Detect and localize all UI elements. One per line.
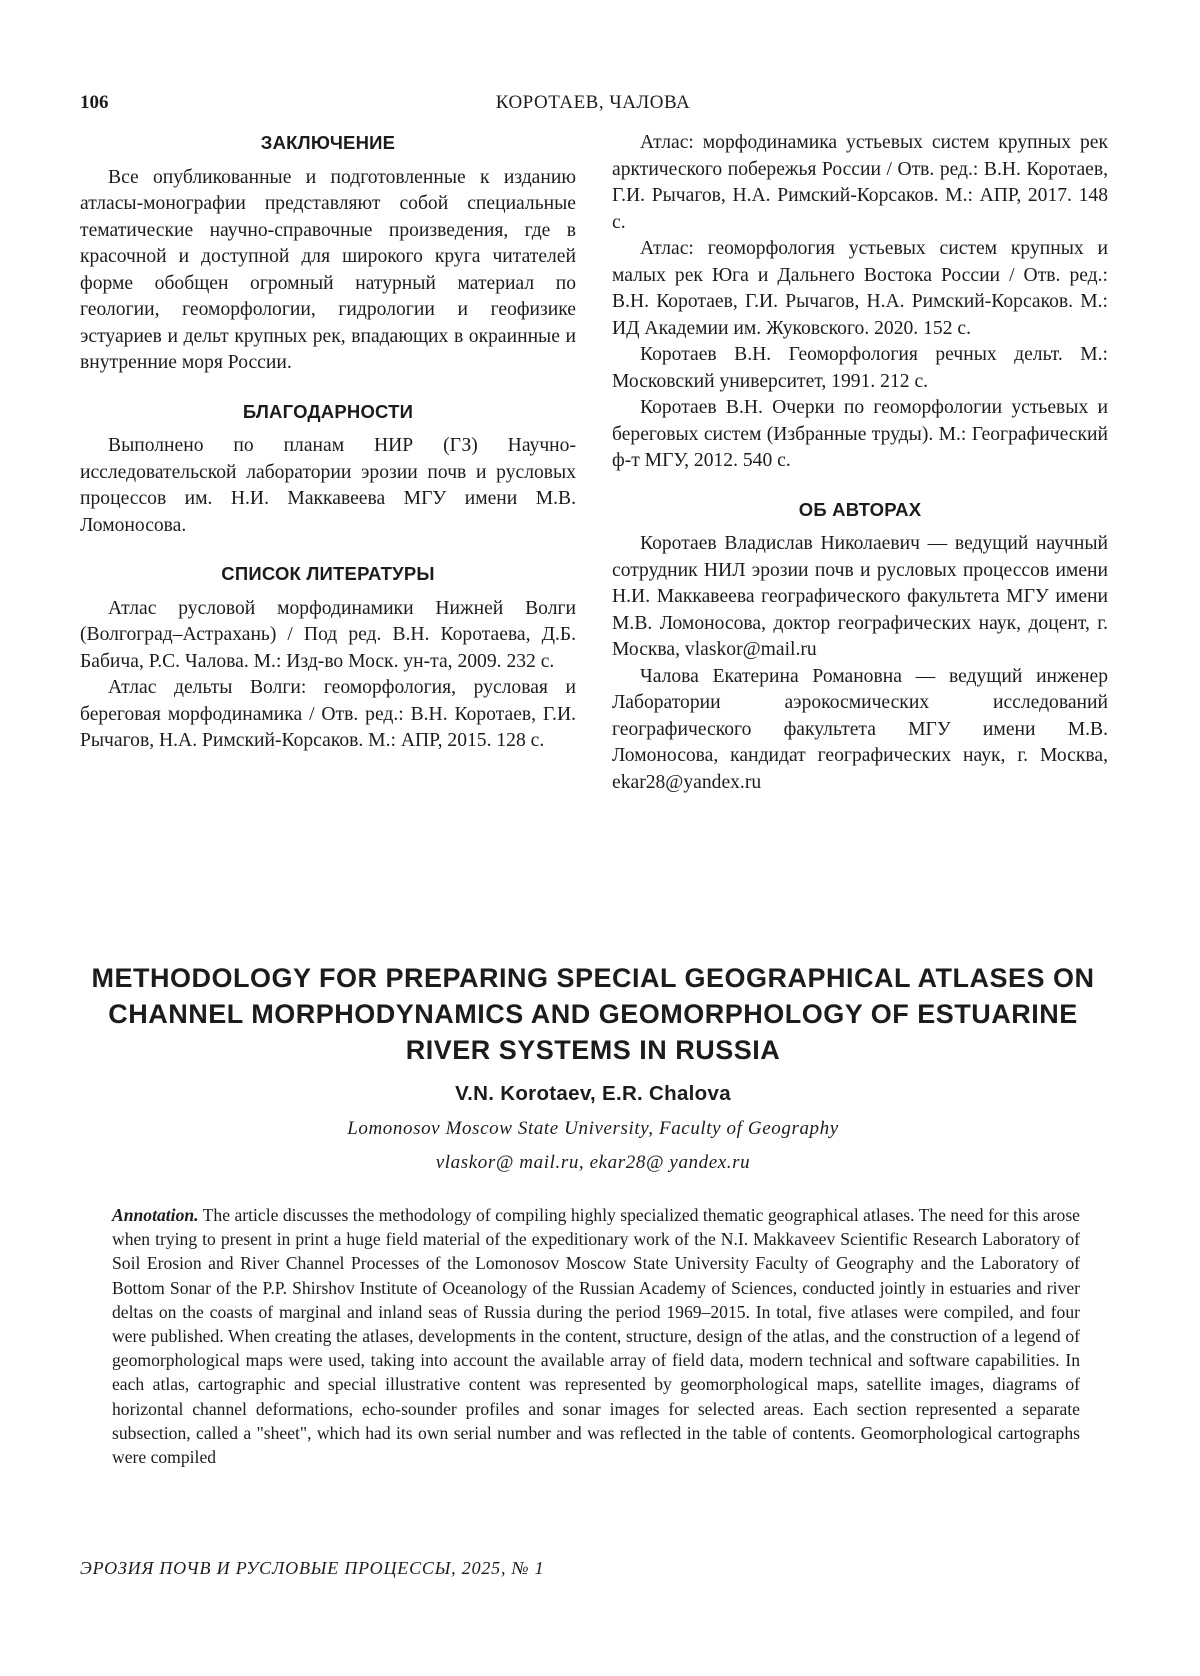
english-authors: V.N. Korotaev, E.R. Chalova xyxy=(455,1082,731,1105)
english-title: METHODOLOGY FOR PREPARING SPECIAL GEOGRAPHICAL ATLASES ON CHANNEL MORPHODYNAMICS AND GEOMORPHOLOGY OF ESTUARINE RIVER SYSTEMS IN RUSSIA xyxy=(91,963,1095,1065)
reference-item: Атлас: геоморфология устьевых систем крупных и малых рек Юга и Дальнего Востока России / Отв. ред.: В.Н. Коротаев, Г.И. Рычагов, Н.А. Римский-Корсаков. М.: ИД Академии им. Жуковского. 2020. 152 с. xyxy=(612,238,1108,339)
right-column xyxy=(612,130,1108,818)
reference-item: Коротаев В.Н. Очерки по геоморфологии устьевых и береговых систем (Избранные труды). М.: Географический ф-т МГУ, 2012. 540 с. xyxy=(612,397,1108,471)
author-info: Чалова Екатерина Романовна — ведущий инженер Лаборатории аэрокосмических исследований географического факультета МГУ имени М.В. Ломоносова, кандидат географических наук, г. Москва, ekar28@yandex.ru xyxy=(612,665,1108,793)
acknowledgments-section xyxy=(80,399,576,540)
english-affiliation: Lomonosov Moscow State University, Faculty of Geography xyxy=(347,1118,839,1139)
about-authors-heading: ОБ АВТОРАХ xyxy=(798,498,922,520)
running-head: КОРОТАЕВ, ЧАЛОВА xyxy=(495,92,691,113)
references-continued xyxy=(612,130,1108,475)
acknowledgments-heading: БЛАГОДАРНОСТИ xyxy=(242,400,414,422)
reference-item: Атлас: морфодинамика устьевых систем крупных рек арктического побережья России / Отв. ред.: В.Н. Коротаев, Г.И. Рычагов, Н.А. Римский-Корсаков. М.: АПР, 2017. 148 с. xyxy=(612,132,1108,233)
left-column xyxy=(80,130,576,777)
references-heading: СПИСОК ЛИТЕРАТУРЫ xyxy=(221,563,435,584)
annotation-text: The article discusses the methodology of compiling highly specialized thematic geographical atlases. The need for this arose when trying to present in print a huge field material of the expeditionary work of the N.I. Makkaveev Scientific Research Laboratory of Soil Erosion and River Channel Processes of the Lomonosov Moscow State University Faculty of Geography and the Laboratory of Bottom Sonar of the P.P. Shirshov Institute of Oceanology of the Russian Academy of Sciences, conducted jointly in estuaries and river deltas on the coasts of marginal and inland seas of Russia during the period 1969–2015. In total, five atlases were compiled, and four were published. When creating the atlases, developments in the content, structure, design of the atlas, and the construction of a legend of geomorphological maps were used, taking into account the available array of field data, modern technical and software capabilities. In each atlas, cartographic and special illustrative content was represented by geomorphological maps, satellite images, diagrams of horizontal channel deformations, echo-sounder profiles and sonar images for selected areas. Each section represented a separate subsection, called a "sheet", which had its own serial number and was reflected in the table of contents. Geomorphological cartographs were compiled xyxy=(112,1205,1080,1468)
english-abstract-header xyxy=(80,960,1106,1174)
references-section xyxy=(80,561,576,755)
author-info: Коротаев Владислав Николаевич — ведущий научный сотрудник НИЛ эрозии почв и русловых процессов имени Н.И. Маккавеева географического факультета МГУ имени М.В. Ломоносова, доктор географических наук, доцент, г. Москва, vlaskor@mail.ru xyxy=(612,533,1108,660)
conclusion-text: Все опубликованные и подготовленные к изданию атласы-монографии представляют собой специальные тематические научно-справочные произведения, где в красочной и доступной для широкого круга читателей форме обобщен огромный натурный материал по геологии, геоморфологии, гидрологии и геофизике эстуариев и дельт крупных рек, впадающих в окраинные и внутренние моря России. xyxy=(80,166,576,373)
page-header xyxy=(80,92,1106,122)
annotation-label: Annotation. xyxy=(112,1205,199,1225)
annotation xyxy=(112,1203,1080,1469)
conclusion-section xyxy=(80,130,576,377)
reference-item: Атлас дельты Волги: геоморфология, русловая и береговая морфодинамика / Отв. ред.: В.Н. Коротаев, Г.И. Рычагов, Н.А. Римский-Корсаков. М.: АПР, 2015. 128 с. xyxy=(80,677,576,751)
reference-item: Атлас русловой морфодинамики Нижней Волги (Волгоград–Астрахань) / Под ред. В.Н. Коротаева, Д.Б. Бабича, Р.С. Чалова. М.: Изд-во Моск. ун-та, 2009. 232 с. xyxy=(80,597,576,672)
about-authors-section xyxy=(612,497,1108,797)
conclusion-heading: ЗАКЛЮЧЕНИЕ xyxy=(260,132,396,153)
english-emails: vlaskor@ mail.ru, ekar28@ yandex.ru xyxy=(435,1152,751,1173)
page-number: 106 xyxy=(80,92,109,113)
acknowledgments-text: Выполнено по планам НИР (ГЗ) Научно-исследовательской лаборатории эрозии почв и русловых процессов им. Н.И. Маккавеева МГУ имени М.В. Ломоносова. xyxy=(80,435,576,536)
reference-item: Коротаев В.Н. Геоморфология речных дельт. М.: Московский университет, 1991. 212 с. xyxy=(612,344,1108,392)
journal-footer: ЭРОЗИЯ ПОЧВ И РУСЛОВЫЕ ПРОЦЕССЫ, 2025, № 1 xyxy=(80,1558,545,1578)
